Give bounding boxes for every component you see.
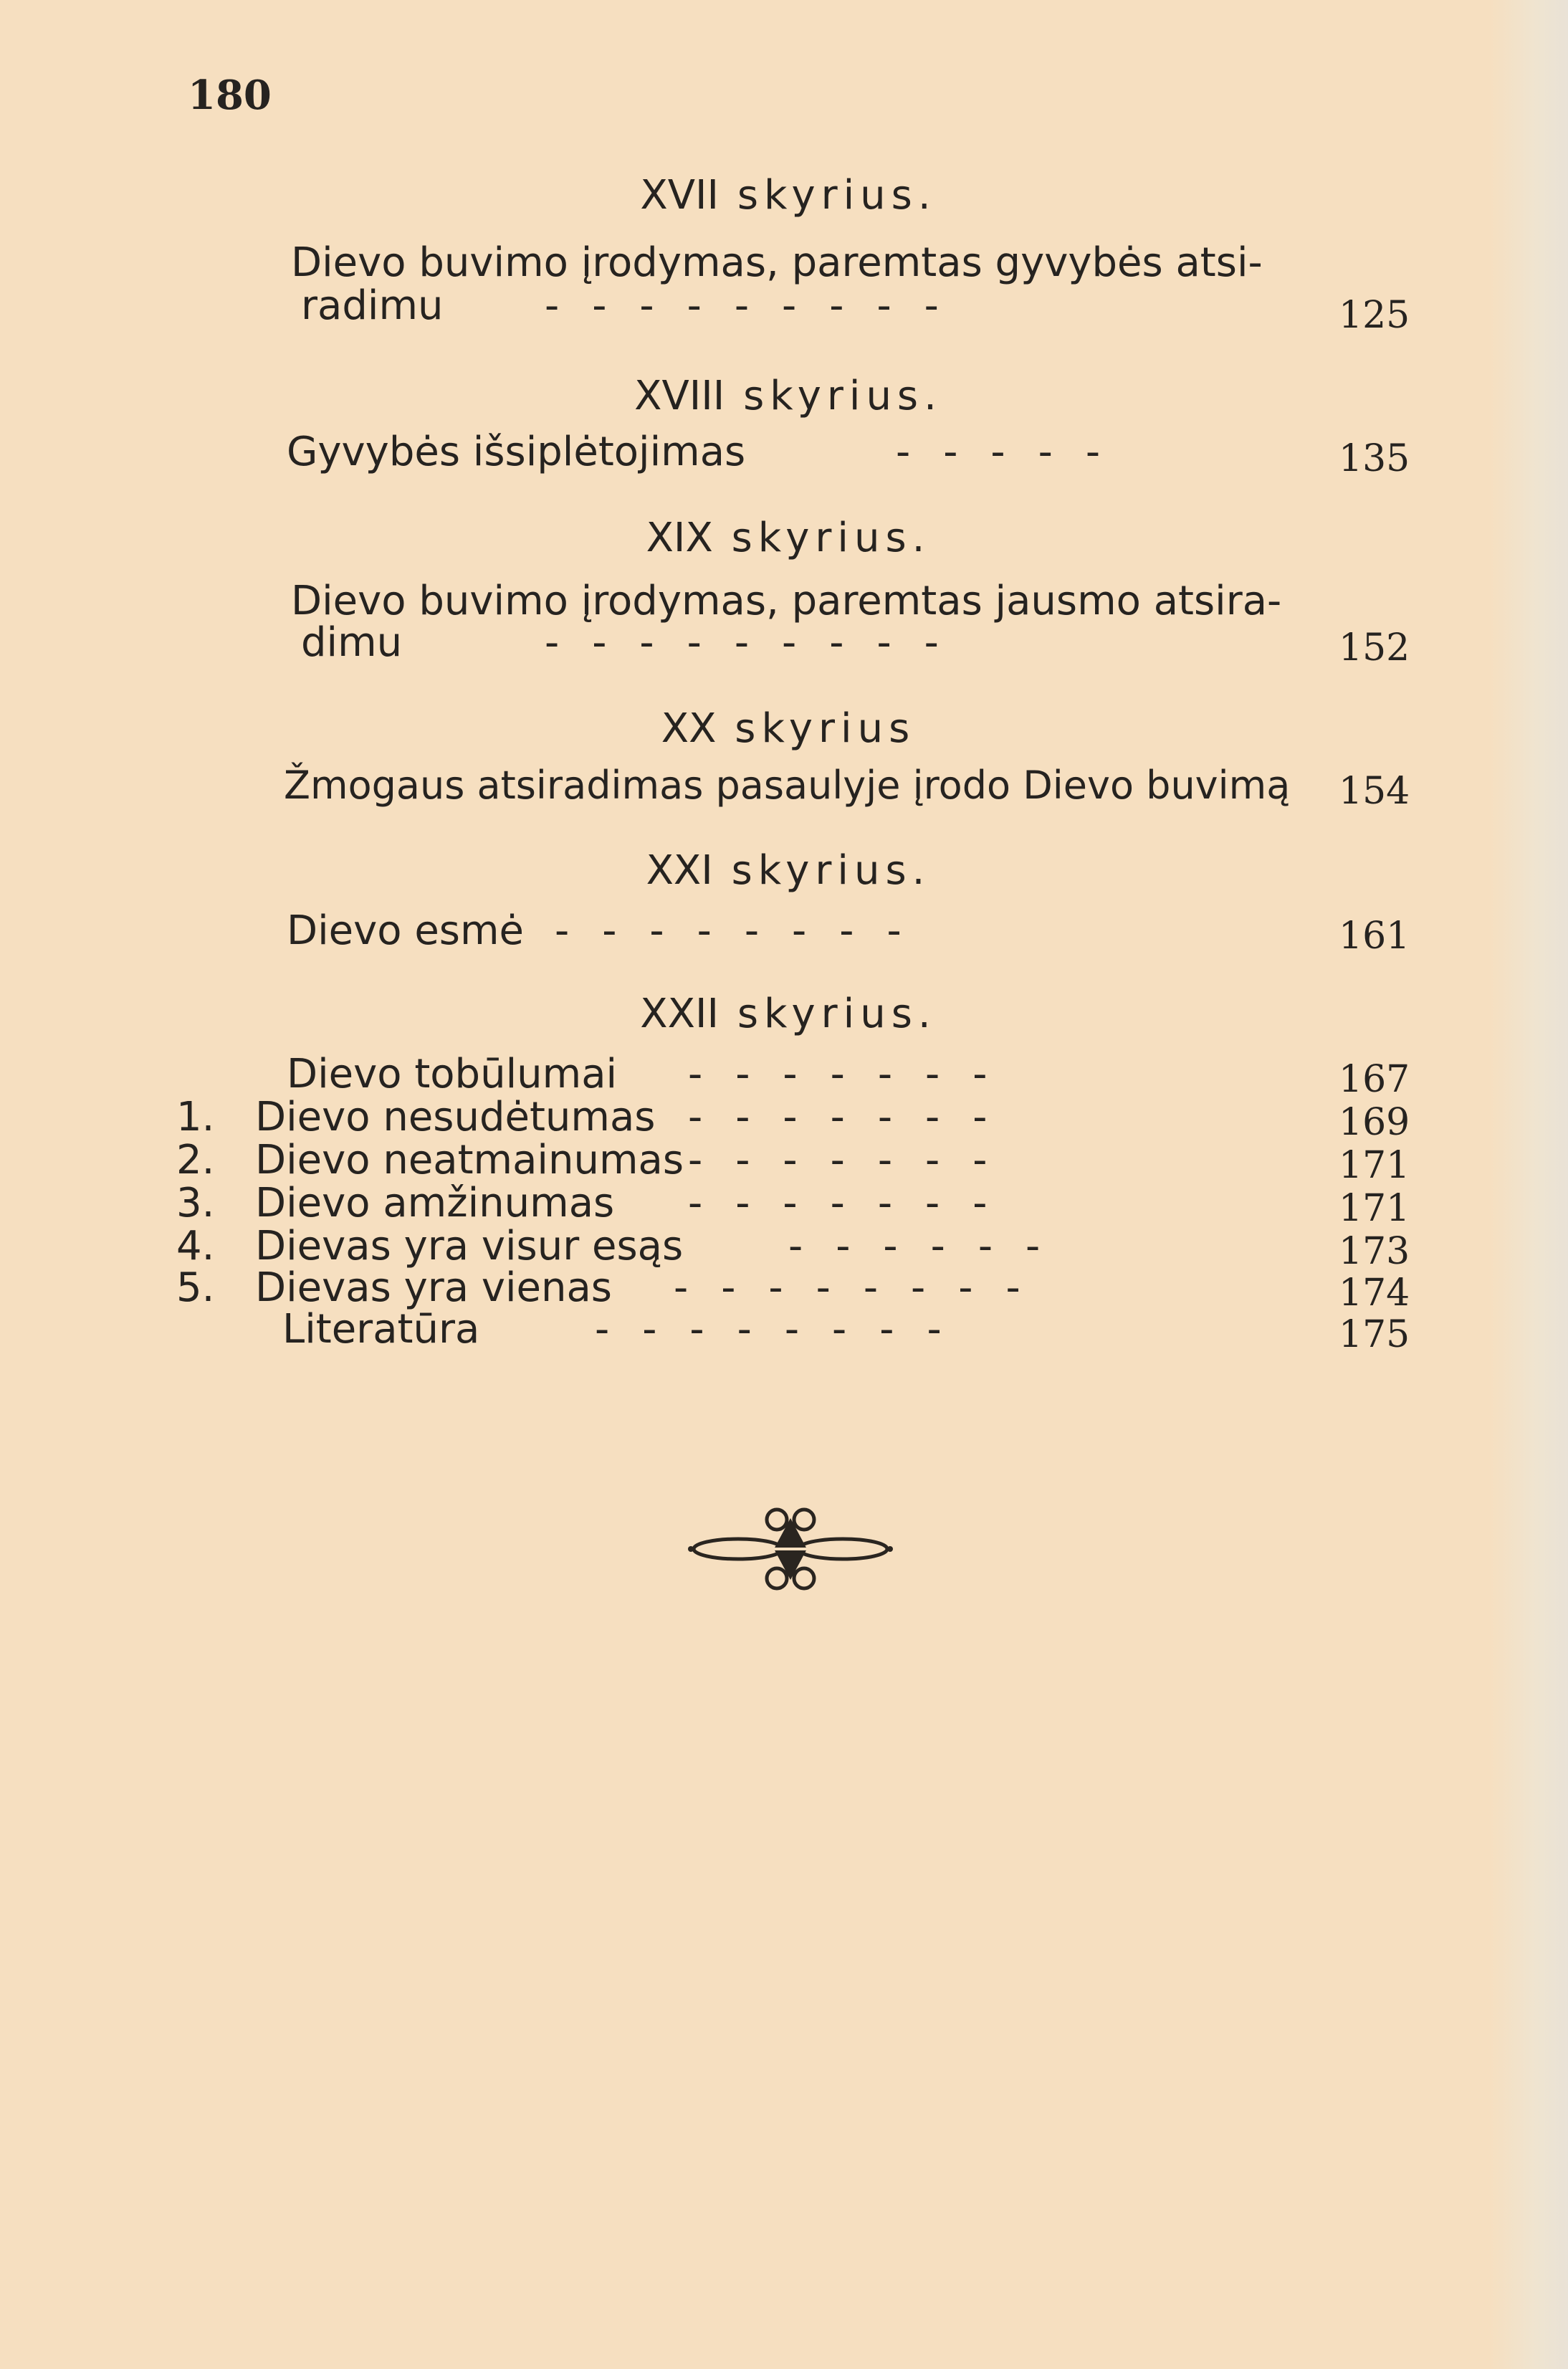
dot-leader: ------ [788,1223,1074,1269]
toc-entry-title: Dievo nesudėtumas [255,1094,656,1140]
toc-entry-title: Dievo buvimo įrodymas, paremtas gyvybės atsi- [291,239,1263,286]
list-number: 1. [176,1094,215,1140]
toc-entry-title: Žmogaus atsiradimas pasaulyje įrodo Dievo buvimą [284,763,1291,808]
chapter-word: skyrius [735,705,916,752]
chapter-word: skyrius. [743,373,942,419]
list-number: 5. [176,1264,215,1311]
chapter-numeral: XIX [646,515,713,561]
dot-leader: ------- [688,1137,1020,1183]
toc-page-number: 171 [1339,1144,1410,1187]
toc-page-number: 167 [1339,1058,1410,1101]
toc-entry-title: Dievo neatmainumas [255,1137,684,1183]
chapter-heading-22 [287,991,1290,1037]
chapter-word: skyrius. [731,847,931,894]
toc-entry-title-cont: radimu [301,282,444,329]
list-number: 3. [176,1180,215,1226]
toc-page-number: 175 [1339,1313,1410,1356]
chapter-numeral: XXII [640,991,720,1037]
toc-entry-title: Dievo esmė [287,907,524,954]
page-edge [1489,0,1568,2369]
chapter-heading-19 [287,515,1290,561]
chapter-heading-17 [287,172,1290,219]
list-number: 4. [176,1223,215,1269]
chapter-numeral: XVII [640,172,720,219]
toc-entry-title: Dievas yra vienas [255,1264,612,1311]
chapter-word: skyrius. [737,991,937,1037]
dot-leader: ------- [688,1180,1020,1226]
toc-page-number: 173 [1339,1230,1410,1273]
toc-page-number: 135 [1339,437,1410,480]
chapter-heading-18 [287,373,1290,419]
chapter-numeral: XXI [646,847,713,894]
toc-page-number: 174 [1339,1272,1410,1315]
toc-page-number: 161 [1339,915,1410,958]
toc-entry-title: Literatūra [282,1306,480,1353]
chapter-heading-21 [287,847,1290,894]
chapter-word: skyrius. [737,172,937,219]
dot-leader: ------- [688,1051,1020,1097]
toc-entry-title: Gyvybės išsiplėtojimas [287,429,746,475]
chapter-word: skyrius. [731,515,931,561]
toc-page-number: 152 [1339,626,1410,669]
dot-leader: --------- [545,282,972,329]
dot-leader: ----- [896,429,1134,475]
chapter-numeral: XX [661,705,717,752]
toc-entry-title: Dievo tobūlumai [287,1051,618,1097]
toc-entry-title: Dievo buvimo įrodymas, paremtas jausmo atsira- [291,578,1282,624]
toc-page-number: 171 [1339,1187,1410,1230]
ornament-flourish-icon [687,1504,894,1597]
dot-leader: ------- [688,1094,1020,1140]
dot-leader: -------- [555,907,934,954]
dot-leader: -------- [595,1306,975,1353]
chapter-numeral: XVIII [634,373,725,419]
list-number: 2. [176,1137,215,1183]
toc-page-number: 125 [1339,294,1410,337]
toc-entry-title: Dievo amžinumas [255,1180,615,1226]
page-number: 180 [188,72,272,119]
toc-entry-title-cont: dimu [301,619,403,666]
chapter-heading-20 [287,705,1290,752]
dot-leader: --------- [545,619,972,666]
dot-leader: -------- [674,1264,1053,1311]
toc-page-number: 154 [1339,770,1410,813]
toc-entry-title: Dievas yra visur esąs [255,1223,684,1269]
toc-page-number: 169 [1339,1101,1410,1144]
